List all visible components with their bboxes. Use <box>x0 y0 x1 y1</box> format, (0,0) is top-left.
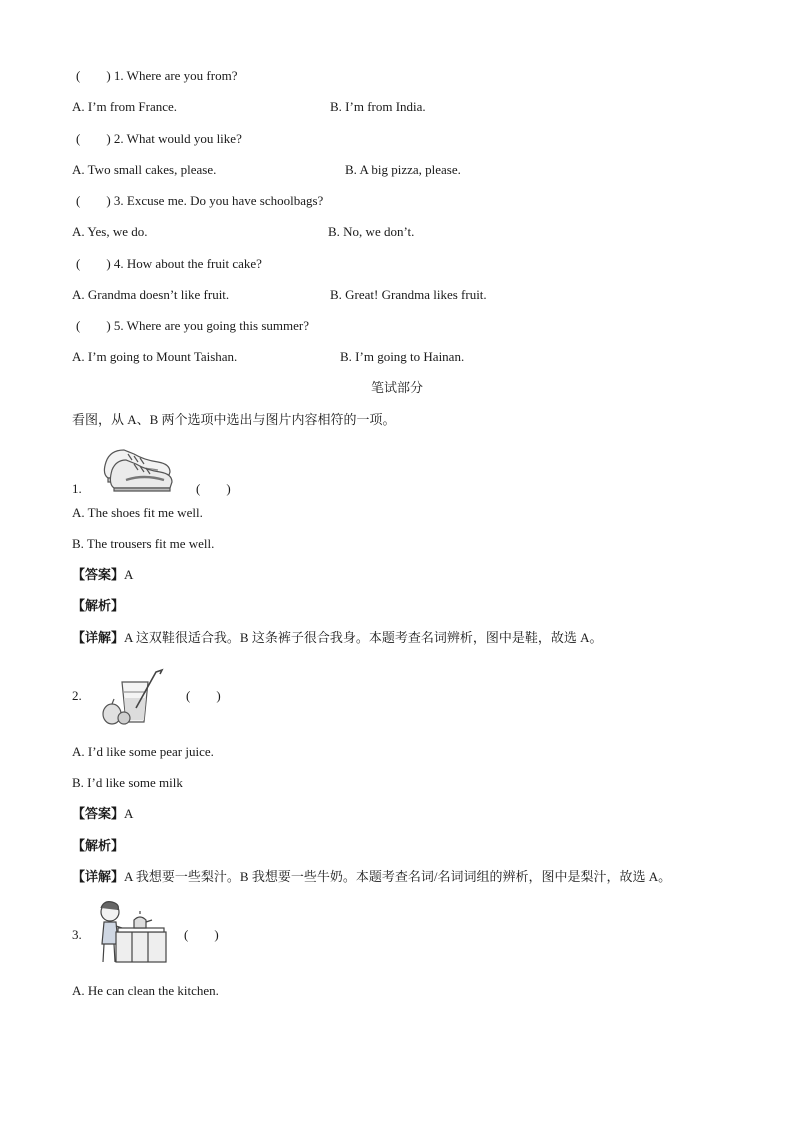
item1-detail <box>72 630 603 646</box>
listening-q2: ( ) 2. What would you like? <box>76 131 242 146</box>
listening-q5-option-b: B. I’m going to Hainan. <box>340 349 465 364</box>
listening-q1-option-b: B. I’m from India. <box>330 99 426 114</box>
listening-q3-option-b: B. No, we don’t. <box>328 224 415 239</box>
item2-answer-blank[interactable]: ( ) <box>186 688 221 703</box>
listening-q2-option-a: A. Two small cakes, please. <box>72 162 217 177</box>
item1-analysis-label: 【解析】 <box>72 598 125 613</box>
answer-label: 【答案】 <box>72 567 125 582</box>
detail-label: 【详解】 <box>72 630 125 645</box>
listening-q3-option-a: A. Yes, we do. <box>72 224 148 239</box>
detail-text: A 这双鞋很适合我。B 这条裤子很合我身。本题考查名词辨析，图中是鞋，故选 A。 <box>124 630 603 645</box>
item1-number: 1. <box>72 481 82 496</box>
item1-option-b: B. The trousers fit me well. <box>72 536 215 551</box>
detail-label: 【详解】 <box>72 869 125 884</box>
item2-analysis-label: 【解析】 <box>72 838 125 853</box>
item1-answer <box>72 567 133 583</box>
listening-q4-option-a: A. Grandma doesn’t like fruit. <box>72 287 230 302</box>
sneakers-icon <box>100 440 174 492</box>
item2-option-a: A. I’d like some pear juice. <box>72 744 214 759</box>
pear-juice-icon <box>98 668 170 726</box>
listening-q3: ( ) 3. Excuse me. Do you have schoolbags? <box>76 193 324 208</box>
listening-q4-option-b: B. Great! Grandma likes fruit. <box>330 287 487 302</box>
item2-option-b: B. I’d like some milk <box>72 775 183 790</box>
detail-text: A 我想要一些梨汁。B 我想要一些牛奶。本题考查名词/名词词组的辨析，图中是梨汁，故选 A。 <box>124 869 672 884</box>
listening-q2-option-b: B. A big pizza, please. <box>345 162 461 177</box>
listening-q5-option-a: A. I’m going to Mount Taishan. <box>72 349 238 364</box>
item2-detail <box>72 869 671 885</box>
answer-value: A <box>124 806 134 821</box>
item1-answer-blank[interactable]: ( ) <box>196 481 231 496</box>
section-title: 笔试部分 <box>370 380 423 395</box>
listening-q1: ( ) 1. Where are you from? <box>76 68 238 83</box>
item2-number: 2. <box>72 688 82 703</box>
answer-label: 【答案】 <box>72 806 125 821</box>
listening-q4: ( ) 4. How about the fruit cake? <box>76 256 262 271</box>
listening-q1-option-a: A. I’m from France. <box>72 99 178 114</box>
item1-option-a: A. The shoes fit me well. <box>72 505 203 520</box>
item3-answer-blank[interactable]: ( ) <box>184 927 219 942</box>
item3-option-a: A. He can clean the kitchen. <box>72 983 219 998</box>
item3-number: 3. <box>72 927 82 942</box>
answer-value: A <box>124 567 134 582</box>
instruction: 看图，从 A、B 两个选项中选出与图片内容相符的一项。 <box>72 412 396 427</box>
boy-cooking-icon <box>94 898 168 966</box>
item2-answer <box>72 806 133 822</box>
listening-q5: ( ) 5. Where are you going this summer? <box>76 318 309 333</box>
